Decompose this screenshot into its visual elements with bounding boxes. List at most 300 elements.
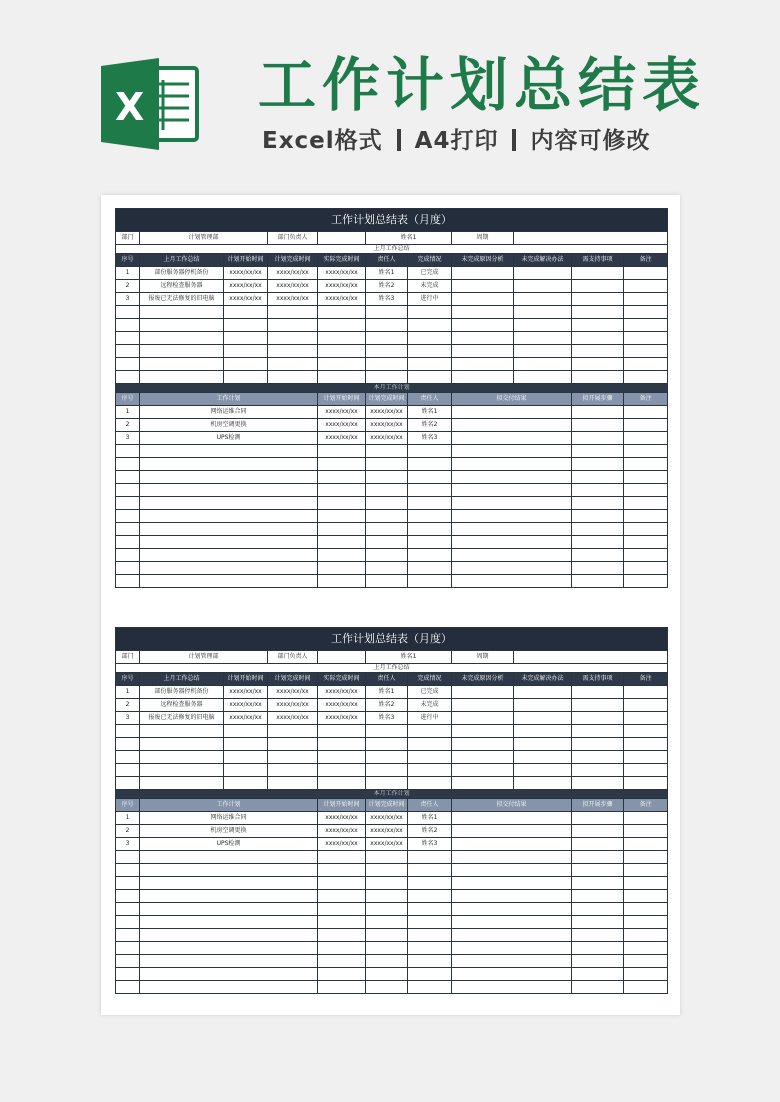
empty-cell — [140, 510, 318, 523]
table-cell — [452, 838, 572, 851]
table-cell: 1 — [116, 406, 140, 419]
empty-row — [116, 764, 668, 777]
empty-cell — [408, 319, 452, 332]
empty-row — [116, 725, 668, 738]
table-row — [116, 838, 668, 851]
table-cell — [624, 838, 668, 851]
empty-cell — [366, 371, 408, 384]
empty-cell — [452, 916, 572, 929]
empty-cell — [116, 332, 140, 345]
empty-cell — [452, 471, 572, 484]
table-cell: 2 — [116, 419, 140, 432]
empty-cell — [268, 764, 318, 777]
empty-cell — [116, 725, 140, 738]
table-cell: xxxx/xx/xx — [318, 293, 366, 306]
empty-cell — [624, 916, 668, 929]
section-title: 本月工作计划 — [116, 790, 668, 799]
table-cell: xxxx/xx/xx — [366, 432, 408, 445]
table-cell: xxxx/xx/xx — [224, 686, 268, 699]
table-cell — [572, 293, 624, 306]
table-cell: xxxx/xx/xx — [318, 712, 366, 725]
table-cell — [624, 293, 668, 306]
empty-cell — [452, 549, 572, 562]
column-header: 计划完成时间 — [268, 254, 318, 267]
empty-cell — [318, 549, 366, 562]
empty-cell — [514, 764, 572, 777]
empty-cell — [572, 955, 624, 968]
column-header: 上月工作总结 — [140, 254, 224, 267]
empty-cell — [366, 764, 408, 777]
empty-cell — [140, 738, 224, 751]
empty-cell — [408, 484, 452, 497]
empty-cell — [140, 575, 318, 588]
empty-cell — [572, 751, 624, 764]
empty-cell — [408, 764, 452, 777]
table-cell: 姓名1 — [366, 686, 408, 699]
empty-cell — [116, 968, 140, 981]
empty-cell — [366, 890, 408, 903]
table-cell: 已完成 — [408, 686, 452, 699]
table-cell — [452, 293, 514, 306]
empty-row — [116, 536, 668, 549]
empty-cell — [408, 497, 452, 510]
empty-cell — [366, 319, 408, 332]
table-cell — [572, 838, 624, 851]
empty-cell — [408, 929, 452, 942]
empty-cell — [116, 916, 140, 929]
empty-cell — [624, 484, 668, 497]
empty-cell — [408, 968, 452, 981]
empty-cell — [408, 942, 452, 955]
table-cell — [624, 812, 668, 825]
empty-cell — [572, 332, 624, 345]
empty-cell — [140, 562, 318, 575]
empty-row — [116, 575, 668, 588]
empty-cell — [318, 332, 366, 345]
dept-label: 部门 — [116, 232, 140, 245]
empty-cell — [366, 358, 408, 371]
empty-cell — [572, 306, 624, 319]
empty-cell — [624, 371, 668, 384]
empty-cell — [572, 851, 624, 864]
table-cell: xxxx/xx/xx — [224, 712, 268, 725]
empty-cell — [318, 751, 366, 764]
column-header: 拟开展步骤 — [572, 393, 624, 406]
empty-cell — [116, 562, 140, 575]
empty-cell — [140, 942, 318, 955]
empty-cell — [572, 916, 624, 929]
empty-cell — [318, 738, 366, 751]
table-row — [116, 419, 668, 432]
column-header: 备注 — [624, 393, 668, 406]
empty-cell — [624, 981, 668, 994]
table-cell: xxxx/xx/xx — [224, 699, 268, 712]
empty-cell — [224, 751, 268, 764]
table-cell — [452, 280, 514, 293]
leader-value — [318, 232, 366, 245]
table-cell: xxxx/xx/xx — [318, 406, 366, 419]
table-row — [116, 686, 668, 699]
empty-cell — [140, 358, 224, 371]
table-cell: 3 — [116, 712, 140, 725]
empty-cell — [408, 864, 452, 877]
table-cell — [572, 267, 624, 280]
table-cell: xxxx/xx/xx — [268, 267, 318, 280]
empty-cell — [318, 510, 366, 523]
empty-cell — [408, 358, 452, 371]
empty-cell — [408, 549, 452, 562]
empty-cell — [366, 497, 408, 510]
empty-cell — [624, 497, 668, 510]
empty-cell — [116, 929, 140, 942]
column-header: 未完成原因分析 — [452, 673, 514, 686]
column-header: 计划完成时间 — [366, 393, 408, 406]
empty-cell — [514, 306, 572, 319]
table-cell: xxxx/xx/xx — [366, 406, 408, 419]
empty-cell — [452, 458, 572, 471]
empty-cell — [572, 497, 624, 510]
header-row — [116, 254, 668, 267]
empty-cell — [572, 777, 624, 790]
empty-cell — [140, 903, 318, 916]
sheet-title: 工作计划总结表（月度） — [116, 628, 668, 651]
empty-cell — [624, 851, 668, 864]
table-cell: 姓名1 — [408, 812, 452, 825]
table-cell: xxxx/xx/xx — [366, 812, 408, 825]
empty-cell — [224, 738, 268, 751]
table-cell: 1 — [116, 812, 140, 825]
subtitle-format: Excel格式 — [262, 128, 383, 154]
table-cell: xxxx/xx/xx — [268, 280, 318, 293]
table-cell: 姓名2 — [408, 825, 452, 838]
empty-cell — [140, 751, 224, 764]
subtitle-editable: 内容可修改 — [530, 128, 651, 154]
empty-cell — [366, 864, 408, 877]
empty-cell — [318, 371, 366, 384]
summary-sheet-1 — [115, 208, 668, 588]
column-header: 计划完成时间 — [268, 673, 318, 686]
column-header: 序号 — [116, 393, 140, 406]
section-title: 本月工作计划 — [116, 384, 668, 393]
table-cell: xxxx/xx/xx — [318, 699, 366, 712]
empty-cell — [366, 575, 408, 588]
empty-row — [116, 371, 668, 384]
table-cell — [452, 699, 514, 712]
empty-cell — [116, 306, 140, 319]
empty-cell — [318, 523, 366, 536]
column-header: 计划开始时间 — [224, 254, 268, 267]
empty-cell — [514, 371, 572, 384]
empty-cell — [318, 851, 366, 864]
empty-cell — [452, 851, 572, 864]
empty-cell — [268, 332, 318, 345]
empty-cell — [268, 319, 318, 332]
table-cell: UPS检测 — [140, 838, 318, 851]
empty-row — [116, 751, 668, 764]
table-row — [116, 699, 668, 712]
empty-cell — [624, 345, 668, 358]
empty-cell — [624, 549, 668, 562]
empty-cell — [140, 777, 224, 790]
empty-cell — [366, 738, 408, 751]
table-cell: xxxx/xx/xx — [224, 267, 268, 280]
empty-cell — [224, 306, 268, 319]
empty-cell — [624, 445, 668, 458]
column-header: 实际完成时间 — [318, 673, 366, 686]
table-cell — [572, 280, 624, 293]
empty-row — [116, 549, 668, 562]
table-cell — [572, 432, 624, 445]
empty-cell — [116, 851, 140, 864]
empty-cell — [116, 890, 140, 903]
empty-cell — [572, 562, 624, 575]
empty-cell — [452, 942, 572, 955]
empty-row — [116, 851, 668, 864]
empty-cell — [140, 549, 318, 562]
empty-cell — [268, 306, 318, 319]
empty-cell — [318, 319, 366, 332]
empty-cell — [366, 916, 408, 929]
empty-cell — [318, 445, 366, 458]
column-header: 上月工作总结 — [140, 673, 224, 686]
empty-cell — [366, 536, 408, 549]
empty-cell — [318, 562, 366, 575]
table-cell: xxxx/xx/xx — [366, 825, 408, 838]
table-cell — [514, 267, 572, 280]
empty-cell — [318, 358, 366, 371]
table-cell — [452, 432, 572, 445]
table-cell: 姓名3 — [366, 712, 408, 725]
empty-row — [116, 562, 668, 575]
empty-row — [116, 523, 668, 536]
table-cell: xxxx/xx/xx — [318, 267, 366, 280]
empty-cell — [116, 536, 140, 549]
empty-cell — [514, 725, 572, 738]
empty-cell — [140, 725, 224, 738]
empty-cell — [514, 751, 572, 764]
empty-cell — [224, 358, 268, 371]
empty-row — [116, 306, 668, 319]
table-cell: 远程检查服务器 — [140, 699, 224, 712]
empty-cell — [116, 445, 140, 458]
empty-cell — [572, 345, 624, 358]
empty-cell — [572, 575, 624, 588]
table-cell: 未完成 — [408, 699, 452, 712]
empty-cell — [452, 306, 514, 319]
column-header: 拟交付结果 — [452, 799, 572, 812]
empty-row — [116, 458, 668, 471]
empty-cell — [366, 751, 408, 764]
sheet-title-row — [116, 209, 668, 232]
empty-cell — [452, 890, 572, 903]
column-header: 拟交付结果 — [452, 393, 572, 406]
table-cell — [572, 825, 624, 838]
empty-cell — [140, 332, 224, 345]
table-cell: 3 — [116, 293, 140, 306]
empty-row — [116, 345, 668, 358]
column-header: 计划开始时间 — [318, 799, 366, 812]
column-header: 拟开展步骤 — [572, 799, 624, 812]
empty-cell — [624, 890, 668, 903]
empty-cell — [268, 738, 318, 751]
empty-cell — [366, 955, 408, 968]
empty-cell — [224, 725, 268, 738]
table-cell: xxxx/xx/xx — [224, 280, 268, 293]
empty-cell — [452, 903, 572, 916]
empty-cell — [140, 955, 318, 968]
empty-cell — [140, 968, 318, 981]
empty-cell — [408, 458, 452, 471]
empty-cell — [514, 345, 572, 358]
table-cell: 2 — [116, 280, 140, 293]
column-header: 责任人 — [408, 799, 452, 812]
table-cell — [624, 406, 668, 419]
table-row — [116, 812, 668, 825]
empty-cell — [224, 345, 268, 358]
column-header: 备注 — [624, 673, 668, 686]
empty-row — [116, 890, 668, 903]
empty-row — [116, 864, 668, 877]
empty-cell — [140, 371, 224, 384]
empty-cell — [116, 903, 140, 916]
table-cell — [514, 686, 572, 699]
empty-cell — [318, 777, 366, 790]
empty-row — [116, 981, 668, 994]
empty-cell — [572, 536, 624, 549]
empty-cell — [452, 371, 514, 384]
empty-cell — [624, 536, 668, 549]
table-cell — [624, 267, 668, 280]
empty-cell — [408, 777, 452, 790]
leader-label: 部门负责人 — [268, 651, 318, 664]
empty-cell — [140, 851, 318, 864]
empty-cell — [408, 445, 452, 458]
empty-cell — [572, 471, 624, 484]
empty-cell — [572, 445, 624, 458]
table-cell: xxxx/xx/xx — [318, 280, 366, 293]
empty-cell — [452, 955, 572, 968]
empty-cell — [408, 575, 452, 588]
column-header: 需支持事项 — [572, 673, 624, 686]
empty-cell — [318, 916, 366, 929]
empty-cell — [366, 471, 408, 484]
empty-cell — [452, 345, 514, 358]
empty-cell — [452, 358, 514, 371]
empty-cell — [318, 497, 366, 510]
table-cell: 未完成 — [408, 280, 452, 293]
table-row — [116, 280, 668, 293]
empty-cell — [318, 458, 366, 471]
empty-cell — [268, 345, 318, 358]
empty-cell — [514, 777, 572, 790]
table-cell — [572, 712, 624, 725]
empty-cell — [366, 777, 408, 790]
column-header: 未完成解决办法 — [514, 254, 572, 267]
empty-cell — [366, 725, 408, 738]
empty-cell — [408, 851, 452, 864]
empty-cell — [318, 345, 366, 358]
empty-cell — [514, 319, 572, 332]
table-cell — [624, 825, 668, 838]
table-cell: 进行中 — [408, 712, 452, 725]
empty-cell — [116, 942, 140, 955]
header-row — [116, 673, 668, 686]
empty-cell — [140, 471, 318, 484]
column-header: 责任人 — [366, 673, 408, 686]
column-header: 计划完成时间 — [366, 799, 408, 812]
empty-cell — [452, 929, 572, 942]
leader-label: 部门负责人 — [268, 232, 318, 245]
empty-cell — [452, 738, 514, 751]
table-cell: xxxx/xx/xx — [318, 686, 366, 699]
empty-cell — [514, 738, 572, 751]
empty-cell — [140, 319, 224, 332]
table-cell: 进行中 — [408, 293, 452, 306]
table-cell: xxxx/xx/xx — [366, 419, 408, 432]
empty-cell — [408, 371, 452, 384]
table-cell: 部份服务器停机备份 — [140, 267, 224, 280]
empty-cell — [318, 575, 366, 588]
table-cell — [452, 406, 572, 419]
empty-cell — [116, 319, 140, 332]
sheet-title: 工作计划总结表（月度） — [116, 209, 668, 232]
empty-cell — [116, 575, 140, 588]
empty-cell — [140, 458, 318, 471]
empty-cell — [140, 536, 318, 549]
table-row — [116, 825, 668, 838]
table-cell: 姓名3 — [408, 432, 452, 445]
empty-cell — [318, 764, 366, 777]
table-cell — [452, 712, 514, 725]
empty-cell — [624, 523, 668, 536]
document-page — [101, 195, 680, 1015]
table-cell: 机房空调更换 — [140, 419, 318, 432]
empty-cell — [408, 738, 452, 751]
empty-cell — [408, 725, 452, 738]
empty-cell — [268, 777, 318, 790]
table-cell — [514, 712, 572, 725]
table-cell — [452, 419, 572, 432]
table-cell: xxxx/xx/xx — [268, 699, 318, 712]
empty-cell — [116, 738, 140, 751]
empty-row — [116, 955, 668, 968]
empty-cell — [116, 764, 140, 777]
table-cell — [624, 686, 668, 699]
empty-cell — [318, 981, 366, 994]
empty-cell — [116, 471, 140, 484]
column-header: 计划开始时间 — [318, 393, 366, 406]
empty-cell — [572, 510, 624, 523]
empty-cell — [366, 562, 408, 575]
table-row — [116, 293, 668, 306]
table-cell: 姓名1 — [408, 406, 452, 419]
subtitle-print: A4打印 — [414, 128, 499, 154]
empty-cell — [140, 981, 318, 994]
section-row — [116, 384, 668, 393]
empty-cell — [408, 955, 452, 968]
empty-cell — [366, 549, 408, 562]
empty-row — [116, 484, 668, 497]
table-cell: UPS检测 — [140, 432, 318, 445]
empty-row — [116, 471, 668, 484]
empty-cell — [452, 332, 514, 345]
empty-cell — [624, 942, 668, 955]
section-title: 上月工作总结 — [116, 664, 668, 673]
table-cell: xxxx/xx/xx — [318, 825, 366, 838]
empty-cell — [366, 445, 408, 458]
table-cell: 姓名2 — [408, 419, 452, 432]
empty-cell — [624, 764, 668, 777]
